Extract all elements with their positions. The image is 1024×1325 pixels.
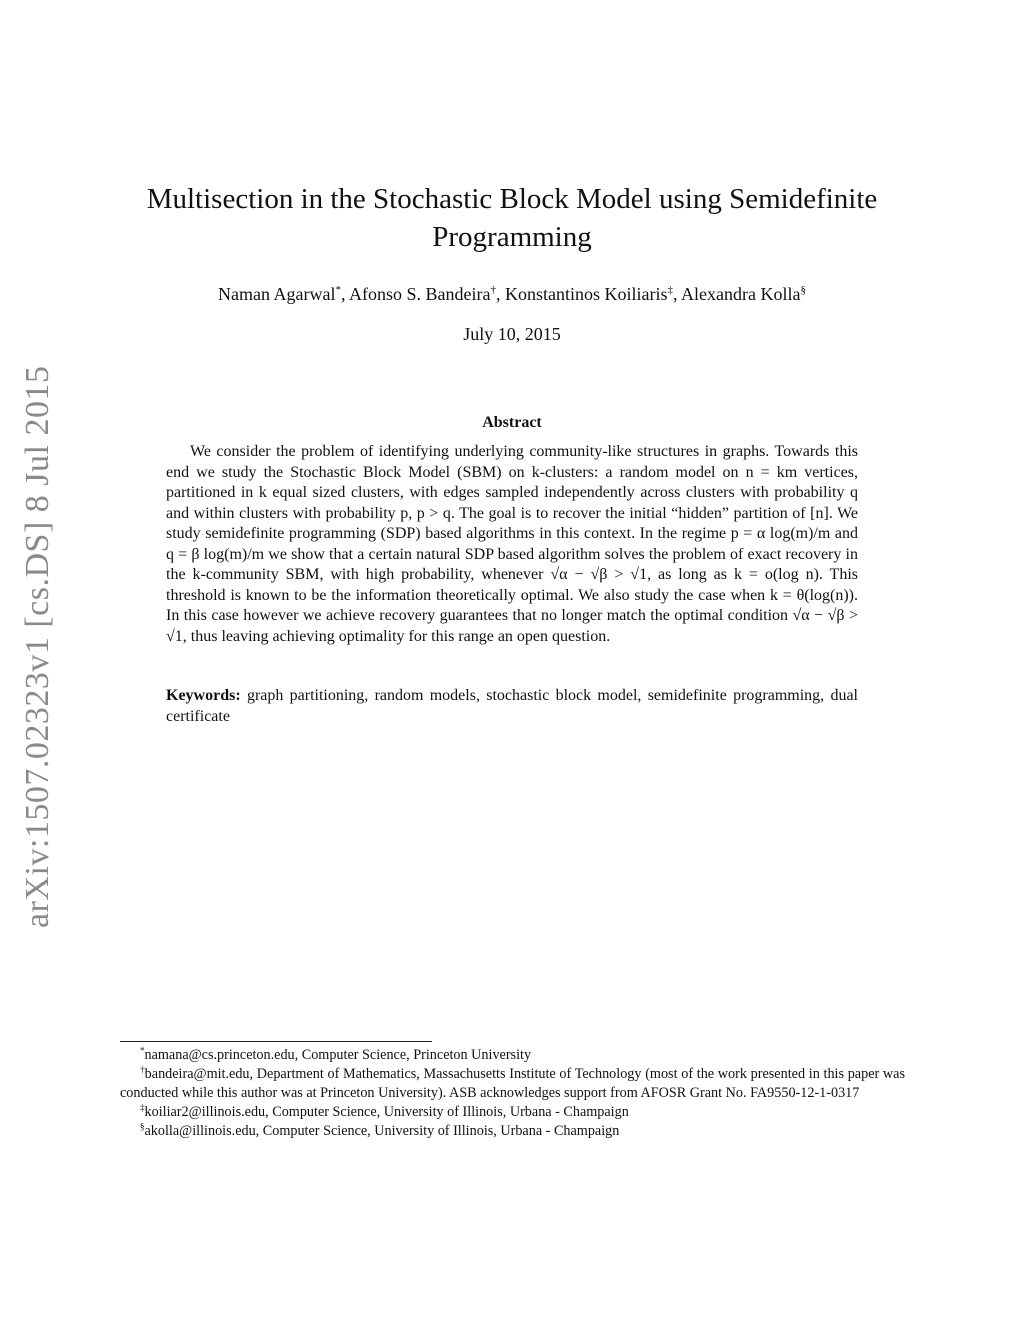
- abstract-body: We consider the problem of identifying underlying community-like structures in graphs. Towards this end we study the Stochastic Block Model (SBM) on k-clusters: a random model on n = km vertices, partitioned in k equal sized clusters, with edges sampled independently across clusters with probability q and within clusters with probability p, p > q. The goal is to recover the initial “hidden” partition of [n]. We study semidefinite programming (SDP) based algorithms in this context. In the regime p = α log(m)/m and q = β log(m)/m we show that a certain natural SDP based algorithm solves the problem of exact recovery in the k-community SBM, with high probability, whenever √α − √β > √1, as long as k = o(log n). This threshold is known to be the information theoretically optimal. We also study the case when k = θ(log(n)). In this case however we achieve recovery guarantees that no longer match the optimal condition √α − √β > √1, thus leaving achieving optimality for this range an open question.: [166, 443, 858, 645]
- footnote-mark: ‡: [140, 1102, 145, 1113]
- footnote: [120, 1122, 905, 1141]
- author-mark: *: [335, 284, 341, 296]
- footnote-mark: *: [140, 1045, 145, 1056]
- author-name: Naman Agarwal: [218, 284, 336, 304]
- author-name: Afonso S. Bandeira: [349, 284, 491, 304]
- footnote-text: namana@cs.princeton.edu, Computer Science, Princeton University: [144, 1047, 532, 1063]
- paper-title: [140, 180, 884, 256]
- footnote: [120, 1046, 905, 1065]
- footnotes: [120, 1046, 905, 1141]
- footnote: [120, 1065, 905, 1103]
- keywords-text: graph partitioning, random models, stochastic block model, semidefinite programming, dual certificate: [166, 687, 858, 725]
- footnote-mark: §: [140, 1121, 145, 1132]
- footnote-mark: †: [140, 1064, 145, 1075]
- arxiv-identifier: arXiv:1507.02323v1 [cs.DS] 8 Jul 2015: [19, 365, 56, 928]
- footnote-text: koiliar2@illinois.edu, Computer Science, University of Illinois, Urbana - Champaign: [144, 1104, 629, 1120]
- author-mark: §: [800, 284, 806, 296]
- footnote-text: bandeira@mit.edu, Department of Mathematics, Massachusetts Institute of Technology (most of the work presented in this paper was conducted while this author was at Princeton University). ASB acknowledges support from AFOSR Grant No. FA9550-12-1-0317: [120, 1066, 905, 1101]
- footnote-text: akolla@illinois.edu, Computer Science, University of Illinois, Urbana - Champaign: [144, 1123, 620, 1139]
- title-line-1: Multisection in the Stochastic Block Model using Semidefinite: [146, 183, 878, 215]
- author-list: Naman Agarwal*, Afonso S. Bandeira†, Konstantinos Koiliaris‡, Alexandra Kolla§: [218, 284, 806, 304]
- title-line-2: Programming: [432, 221, 592, 253]
- keywords-label: Keywords:: [166, 687, 241, 704]
- author-name: Konstantinos Koiliaris: [505, 284, 668, 304]
- author-mark: †: [490, 284, 496, 296]
- footnote: [120, 1103, 905, 1122]
- abstract-heading: Abstract: [482, 414, 542, 431]
- publication-date: July 10, 2015: [463, 324, 561, 344]
- keywords: [166, 686, 858, 727]
- footnote-divider: [120, 1041, 432, 1042]
- author-mark: ‡: [667, 284, 673, 296]
- author-name: Alexandra Kolla: [681, 284, 801, 304]
